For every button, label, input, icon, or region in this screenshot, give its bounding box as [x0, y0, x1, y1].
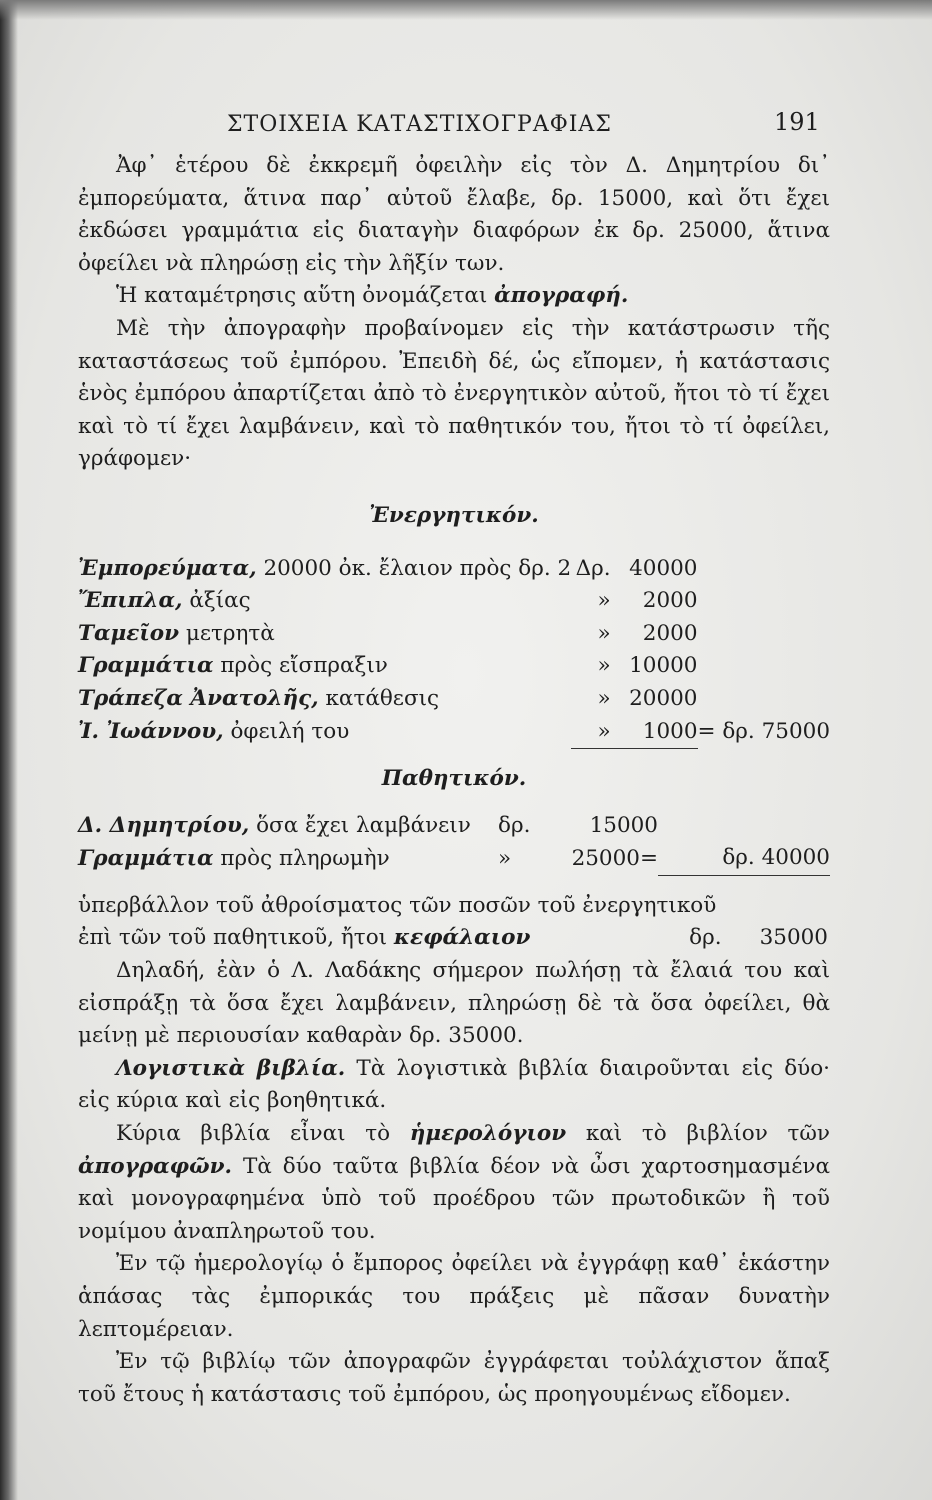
asset-total [698, 683, 831, 716]
capital-currency: δρ. [689, 925, 722, 951]
paragraph-books-intro: Λογιστικὰ βιβλία. Τὰ λογιστικὰ βιβλία διαιροῦνται εἰς δύο· εἰς κύρια καὶ εἰς βοηθητικά. [78, 1055, 831, 1114]
term-kefalaion: κεφάλαιον [393, 925, 531, 951]
asset-item-desc: κατάθεσις [318, 685, 440, 711]
liability-item-name: Γραμμάτια [78, 845, 214, 871]
liability-item-desc: πρὸς πληρωμὴν [213, 845, 390, 871]
capital-block [78, 890, 830, 955]
asset-item-desc: πρὸς εἴσπραξιν [213, 653, 388, 679]
paragraph-statement: Μὲ τὴν ἀπογραφὴν προβαίνομεν εἰς τὴν κατάστρωσιν τῆς καταστάσεως τοῦ ἐμπόρου. Ἐπειδὴ δέ, ὡς εἴπομεν, ἡ κατάστασις ἑνὸς ἐμπόρου ἀπαρτίζεται ἀπὸ τὸ ἐνεργητικὸν αὐτοῦ, ἤτοι τὸ τί ἔχει καὶ τὸ τί ἔχει λαμβάνειν, καὶ τὸ παθητικόν του, ἤτοι τὸ τί ὀφείλει, γράφομεν· [78, 315, 830, 472]
asset-item-name: Γραμμάτια [78, 653, 214, 679]
running-title: ΣΤΟΙΧΕΙΑ ΚΑΤΑΣΤΙΧΟΓΡΑΦΙΑΣ [227, 112, 612, 137]
asset-amount: 40000 [629, 555, 698, 581]
asset-row [78, 585, 830, 618]
asset-total [698, 585, 831, 618]
liability-currency: δρ. [498, 812, 531, 838]
liability-currency: » [498, 845, 512, 871]
asset-row [78, 650, 830, 683]
asset-item-name: Τράπεζα Ἀνατολῆς, [78, 685, 319, 711]
paragraph-example: Δηλαδή, ἐὰν ὁ Λ. Λαδάκης σήμερον πωλήσῃ τὰ ἔλαιά του καὶ εἰσπράξῃ τὰ ὅσα ἔχει λαμβάνειν, πληρώσῃ δὲ τὰ ὅσα ὀφείλει, θὰ μείνῃ μὲ περιουσίαν καθαρὰν δρ. 35000. [78, 958, 830, 1049]
page-shadow-left [0, 0, 18, 1500]
asset-item-name: Ἔπιπλα, [78, 588, 183, 614]
asset-item-desc: μετρητὰ [179, 620, 275, 646]
asset-item-name: Ταμεῖον [78, 620, 180, 646]
asset-item-name: Ἰ. Ἰωάννου, [78, 718, 224, 744]
asset-total [698, 618, 831, 651]
paragraph-inventory-book: Ἐν τῷ βιβλίῳ τῶν ἀπογραφῶν ἐγγράφεται τοὐλάχιστον ἅπαξ τοῦ ἔτους ἡ κατάστασις τοῦ ἐμπόρου, ὡς προηγουμένως εἴδομεν. [78, 1349, 830, 1407]
term-logistika-vivlia: Λογιστικὰ βιβλία. [116, 1055, 346, 1081]
asset-row [78, 683, 830, 716]
page-number: 191 [774, 108, 820, 136]
asset-item-desc: 20000 ὀκ. ἔλαιον πρὸς δρ. 2 [256, 555, 572, 581]
liability-item-desc: ὅσα ἔχει λαμβάνειν [249, 812, 471, 838]
asset-total: = δρ. 75000 [697, 718, 830, 744]
capital-amount: 35000 [759, 925, 828, 951]
asset-row [78, 553, 830, 586]
paragraph-journal: Ἐν τῷ ἡμερολογίῳ ὁ ἔμπορος ὀφείλει νὰ ἐγγράφῃ καθ᾽ ἑκάστην ἁπάσας τὰς ἐμπορικάς του πράξεις μὲ πᾶσαν δυνατὴν λεπτομέρειαν. [78, 1251, 830, 1342]
asset-amount: 1000 [621, 716, 698, 749]
page-header [0, 108, 932, 148]
assets-title: Ἐνεργητικόν. [369, 502, 539, 528]
asset-amount: 2000 [642, 588, 698, 614]
asset-item-name: Ἐμπορεύματα, [78, 555, 257, 581]
asset-item-desc: ὀφειλή του [223, 718, 350, 744]
liability-amount: 15000 [589, 812, 658, 838]
asset-amount: 20000 [629, 685, 698, 711]
asset-amount: 10000 [629, 653, 698, 679]
asset-currency: » [597, 653, 611, 679]
liability-row [78, 810, 830, 843]
term-apografi: ἀπογραφή. [494, 283, 629, 309]
liability-row [78, 842, 830, 875]
page-body [78, 150, 830, 1411]
asset-currency: » [597, 685, 611, 711]
liabilities-table [78, 810, 830, 876]
liability-amount: 25000= [571, 845, 658, 871]
asset-total [698, 650, 831, 683]
asset-total [698, 553, 831, 586]
paragraph-inventory-definition: Ἡ καταμέτρησις αὕτη ὀνομάζεται ἀπογραφή. [116, 283, 629, 309]
asset-row [78, 618, 830, 651]
asset-amount: 2000 [642, 620, 698, 646]
term-imerologion: ἡμερολόγιον [409, 1121, 567, 1147]
term-apografon: ἀπογραφῶν. [78, 1153, 232, 1179]
page-shadow-top [0, 0, 932, 20]
asset-currency: » [597, 620, 611, 646]
capital-line-1: ὑπερβάλλον τοῦ ἀθροίσματος τῶν ποσῶν τοῦ ἐνεργητικοῦ [78, 892, 717, 918]
assets-table [78, 553, 830, 750]
asset-row [78, 716, 830, 749]
asset-item-desc: ἀξίας [182, 588, 251, 614]
paragraph-main-books: Κύρια βιβλία εἶναι τὸ ἡμερολόγιον καὶ τὸ βιβλίον τῶν ἀπογραφῶν. Τὰ δύο ταῦτα βιβλία δέον νὰ ὦσι χαρτοσημασμένα καὶ μονογραφημένα ὑπὸ τοῦ προέδρου τῶν πρωτοδικῶν ἢ τοῦ νομίμου ἀναπληρωτοῦ του. [78, 1121, 830, 1244]
asset-currency: » [597, 588, 611, 614]
asset-currency: Δρ. [575, 555, 611, 581]
liability-item-name: Δ. Δημητρίου, [78, 812, 250, 838]
liability-total: δρ. 40000 [658, 842, 830, 875]
paragraph-debts: Ἀφ᾽ ἑτέρου δὲ ἐκκρεμῆ ὀφειλὴν εἰς τὸν Δ. Δημητρίου δι᾽ ἐμπορεύματα, ἅτινα παρ᾽ αὐτοῦ ἔλαβε, δρ. 15000, καὶ ὅτι ἔχει ἐκδώσει γραμμάτια εἰς διαταγὴν διαφόρων ἐκ δρ. 25000, ἅτινα ὀφείλει νὰ πληρώσῃ εἰς τὴν λῆξίν των. [78, 153, 830, 276]
capital-line-2: ἐπὶ τῶν τοῦ παθητικοῦ, ἤτοι κεφάλαιον δρ. 35000 [78, 922, 830, 955]
asset-currency: » [571, 716, 620, 749]
liabilities-title: Παθητικόν. [381, 766, 527, 792]
liability-total [658, 810, 830, 843]
